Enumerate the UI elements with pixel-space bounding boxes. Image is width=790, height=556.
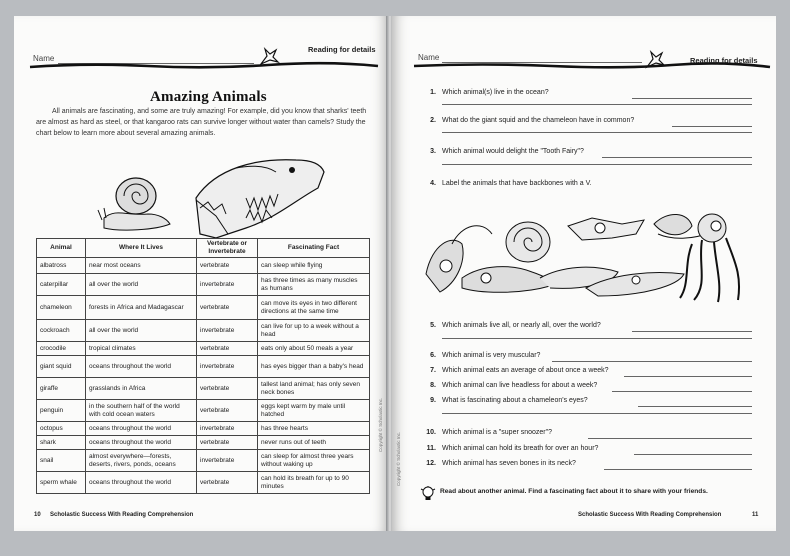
question-number: 8. bbox=[430, 382, 436, 389]
habitat-cell: forests in Africa and Madagascar bbox=[86, 296, 197, 320]
question-item bbox=[422, 322, 601, 329]
footer-page-number: 10 bbox=[34, 512, 41, 518]
habitat-cell: oceans throughout the world bbox=[86, 422, 197, 436]
table-row bbox=[37, 472, 370, 494]
table-row bbox=[37, 274, 370, 296]
answer-line[interactable] bbox=[632, 331, 752, 332]
question-item bbox=[422, 117, 634, 124]
footer-book-title: Scholastic Success With Reading Comprehension bbox=[578, 512, 722, 518]
column-header-animal: Animal bbox=[37, 239, 86, 258]
answer-line[interactable] bbox=[442, 104, 752, 105]
animal-cell: shark bbox=[37, 436, 86, 450]
book-spread bbox=[14, 16, 776, 531]
animal-facts-table bbox=[36, 238, 370, 494]
animals-illustration bbox=[422, 204, 762, 304]
habitat-cell: all over the world bbox=[86, 320, 197, 342]
classification-cell: vertebrate bbox=[197, 342, 258, 356]
left-page bbox=[14, 16, 388, 531]
name-label: Name bbox=[418, 53, 440, 62]
question-number: 5. bbox=[430, 322, 436, 329]
table-row bbox=[37, 400, 370, 422]
answer-line[interactable] bbox=[442, 413, 752, 414]
question-item bbox=[422, 445, 598, 452]
animal-cell: sperm whale bbox=[37, 472, 86, 494]
question-text: Which animal eats an average of about once a week? bbox=[442, 367, 609, 374]
question-number: 4. bbox=[430, 180, 436, 187]
question-number: 12. bbox=[426, 460, 436, 467]
habitat-cell: oceans throughout the world bbox=[86, 356, 197, 378]
classification-cell: vertebrate bbox=[197, 378, 258, 400]
answer-line[interactable] bbox=[604, 469, 752, 470]
fact-cell: eats only about 50 meals a year bbox=[258, 342, 370, 356]
habitat-cell: oceans throughout the world bbox=[86, 436, 197, 450]
answer-line[interactable] bbox=[602, 157, 752, 158]
shark-and-snail-illustration bbox=[96, 138, 326, 242]
question-number: 6. bbox=[430, 352, 436, 359]
answer-line[interactable] bbox=[634, 454, 752, 455]
answer-line[interactable] bbox=[442, 132, 752, 133]
fact-cell: has three times as many muscles as humans bbox=[258, 274, 370, 296]
table-row bbox=[37, 378, 370, 400]
question-number: 7. bbox=[430, 367, 436, 374]
table-body bbox=[37, 258, 370, 494]
footer-page-number: 11 bbox=[752, 512, 759, 518]
answer-line[interactable] bbox=[624, 376, 752, 377]
question-text: What do the giant squid and the chameleon have in common? bbox=[442, 117, 635, 124]
animal-cell: albatross bbox=[37, 258, 86, 274]
animal-cell: crocodile bbox=[37, 342, 86, 356]
habitat-cell: near most oceans bbox=[86, 258, 197, 274]
fact-cell: can live for up to a week without a head bbox=[258, 320, 370, 342]
question-text: Which animal can hold its breath for over an hour? bbox=[442, 445, 599, 452]
section-title: Reading for details bbox=[308, 45, 376, 54]
answer-line[interactable] bbox=[612, 391, 752, 392]
table-row bbox=[37, 342, 370, 356]
habitat-cell: grasslands in Africa bbox=[86, 378, 197, 400]
question-text: Which animal is a "super snoozer"? bbox=[442, 429, 553, 436]
fact-cell: can hold its breath for up to 90 minutes bbox=[258, 472, 370, 494]
animal-cell: caterpillar bbox=[37, 274, 86, 296]
question-number: 9. bbox=[430, 397, 436, 404]
table-row bbox=[37, 422, 370, 436]
answer-line[interactable] bbox=[672, 126, 752, 127]
table-row bbox=[37, 320, 370, 342]
classification-cell: invertebrate bbox=[197, 422, 258, 436]
classification-cell: vertebrate bbox=[197, 436, 258, 450]
habitat-cell: almost everywhere—forests, deserts, rivers, ponds, oceans bbox=[86, 450, 197, 472]
classification-cell: invertebrate bbox=[197, 450, 258, 472]
right-page bbox=[392, 16, 776, 531]
question-item bbox=[422, 89, 549, 96]
question-text: Which animal(s) live in the ocean? bbox=[442, 89, 549, 96]
animal-cell: octopus bbox=[37, 422, 86, 436]
footer-book-title: Scholastic Success With Reading Comprehension bbox=[50, 512, 194, 518]
question-number: 11. bbox=[426, 445, 436, 452]
table-row bbox=[37, 296, 370, 320]
habitat-cell: all over the world bbox=[86, 274, 197, 296]
page-title: Amazing Animals bbox=[150, 89, 267, 105]
question-item bbox=[422, 460, 576, 467]
extension-activity: Read about another animal. Find a fascinating fact about it to share with your friends. bbox=[440, 488, 708, 495]
animal-cell: cockroach bbox=[37, 320, 86, 342]
classification-cell: invertebrate bbox=[197, 356, 258, 378]
table-row bbox=[37, 450, 370, 472]
answer-line[interactable] bbox=[638, 406, 752, 407]
question-item bbox=[422, 367, 609, 374]
copyright-notice: Copyright © Scholastic Inc. bbox=[396, 431, 401, 486]
copyright-notice: Copyright © Scholastic Inc. bbox=[378, 397, 383, 452]
question-text: Which animals live all, or nearly all, over the world? bbox=[442, 322, 601, 329]
table-row bbox=[37, 356, 370, 378]
column-header-vertebrate: Vertebrate or Invertebrate bbox=[197, 239, 258, 258]
animal-cell: giant squid bbox=[37, 356, 86, 378]
answer-line[interactable] bbox=[632, 98, 752, 99]
classification-cell: invertebrate bbox=[197, 320, 258, 342]
question-text: Which animal can live headless for about a week? bbox=[442, 382, 598, 389]
star-doodle-icon bbox=[258, 46, 280, 68]
animal-cell: penguin bbox=[37, 400, 86, 422]
section-title: Reading for details bbox=[690, 56, 758, 65]
habitat-cell: tropical climates bbox=[86, 342, 197, 356]
classification-cell: invertebrate bbox=[197, 274, 258, 296]
fact-cell: can move its eyes in two different directions at the same time bbox=[258, 296, 370, 320]
question-number: 3. bbox=[430, 148, 436, 155]
question-number: 10. bbox=[426, 429, 436, 436]
fact-cell: tallest land animal; has only seven neck bones bbox=[258, 378, 370, 400]
lightbulb-icon bbox=[420, 486, 436, 502]
classification-cell: vertebrate bbox=[197, 296, 258, 320]
question-text: Which animal would delight the "Tooth Fairy"? bbox=[442, 148, 584, 155]
fact-cell: has three hearts bbox=[258, 422, 370, 436]
answer-line[interactable] bbox=[442, 338, 752, 339]
fact-cell: can sleep while flying bbox=[258, 258, 370, 274]
habitat-cell: in the southern half of the world with cold ocean waters bbox=[86, 400, 197, 422]
question-number: 1. bbox=[430, 89, 436, 96]
question-text: Label the animals that have backbones with a V. bbox=[442, 180, 592, 187]
classification-cell: vertebrate bbox=[197, 472, 258, 494]
fact-cell: never runs out of teeth bbox=[258, 436, 370, 450]
animal-cell: giraffe bbox=[37, 378, 86, 400]
question-item bbox=[422, 429, 552, 436]
question-item bbox=[422, 382, 597, 389]
question-item bbox=[422, 397, 588, 404]
star-doodle-icon bbox=[644, 49, 666, 71]
intro-paragraph: All animals are fascinating, and some are truly amazing! For example, did you know that sharks' teeth are almost as hard as steel, or that kangaroo rats can survive longer without water than camels? Study the chart below to learn more about several amazing animals. bbox=[36, 108, 367, 137]
table-row bbox=[37, 258, 370, 274]
question-text: Which animal has seven bones in its neck? bbox=[442, 460, 576, 467]
habitat-cell: oceans throughout the world bbox=[86, 472, 197, 494]
animal-cell: chameleon bbox=[37, 296, 86, 320]
fact-cell: has eyes bigger than a baby's head bbox=[258, 356, 370, 378]
brush-stroke-divider bbox=[28, 60, 380, 72]
classification-cell: vertebrate bbox=[197, 258, 258, 274]
column-header-where: Where It Lives bbox=[86, 239, 197, 258]
answer-line[interactable] bbox=[588, 438, 752, 439]
question-item bbox=[422, 180, 592, 187]
question-item bbox=[422, 148, 584, 155]
classification-cell: vertebrate bbox=[197, 400, 258, 422]
name-label: Name bbox=[33, 54, 55, 63]
column-header-fact: Fascinating Fact bbox=[258, 239, 370, 258]
fact-cell: can sleep for almost three years without waking up bbox=[258, 450, 370, 472]
question-text: Which animal is very muscular? bbox=[442, 352, 541, 359]
question-item bbox=[422, 352, 540, 359]
fact-cell: eggs kept warm by male until hatched bbox=[258, 400, 370, 422]
table-row bbox=[37, 436, 370, 450]
question-text: What is fascinating about a chameleon's eyes? bbox=[442, 397, 588, 404]
answer-line[interactable] bbox=[552, 361, 752, 362]
answer-line[interactable] bbox=[442, 164, 752, 165]
question-number: 2. bbox=[430, 117, 436, 124]
animal-cell: snail bbox=[37, 450, 86, 472]
